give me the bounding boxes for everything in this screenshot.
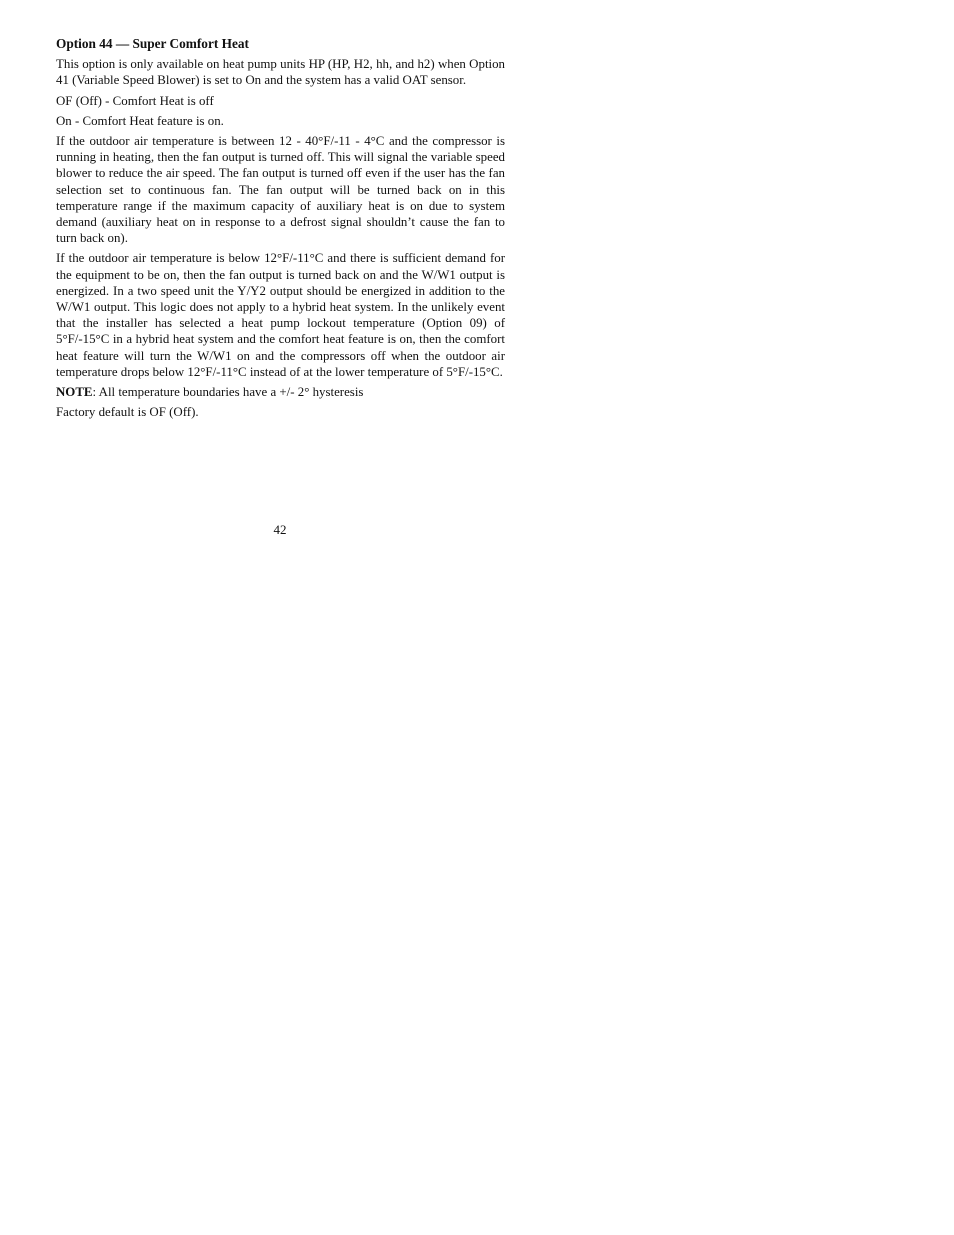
page-number: 42 [273,522,287,537]
availability-paragraph: This option is only available on heat pump units HP (HP, H2, hh, and h2) when Option 41 (Variable Speed Blower) is set to On and the system has a valid OAT sensor. [56,57,505,88]
note-paragraph [56,384,505,400]
option-44-section [56,36,505,424]
factory-default-paragraph: Factory default is OF (Off). [56,405,199,420]
low-temperature-paragraph: If the outdoor air temperature is below 12°F/-11°C and there is sufficient demand for the equipment to be on, then the fan output is turned back on and the W/W1 output is energized. In a two speed unit the Y/Y2 output should be energized in addition to the W/W1 output. This logic does not apply to a hybrid heat system. In the unlikely event that the installer has selected a heat pump lockout temperature (Option 09) of 5°F/-15°C in a hybrid heat system and the comfort heat feature is on, then the comfort heat feature will turn the W/W1 on and the compressors off when the outdoor air temperature drops below 12°F/-11°C instead of at the lower temperature of 5°F/-15°C. [56,251,505,379]
temperature-range-paragraph: If the outdoor air temperature is between 12 - 40°F/-11 - 4°C and the compressor is running in heating, then the fan output is turned off. This will signal the variable speed blower to reduce the air speed. The fan output is turned off even if the user has the fan selection set to continuous fan. The fan output will be turned back on in this temperature range if the maximum capacity of auxiliary heat is on due to system demand (auxiliary heat on in response to a defrost signal shouldn’t cause the fan to turn back on). [56,134,505,246]
section-heading: Option 44 — Super Comfort Heat [56,36,249,51]
off-setting-paragraph: OF (Off) - Comfort Heat is off [56,93,214,108]
note-label: NOTE [56,385,93,400]
note-text: : All temperature boundaries have a +/- 2° hysteresis [92,385,364,400]
on-setting-paragraph: On - Comfort Heat feature is on. [56,113,224,128]
